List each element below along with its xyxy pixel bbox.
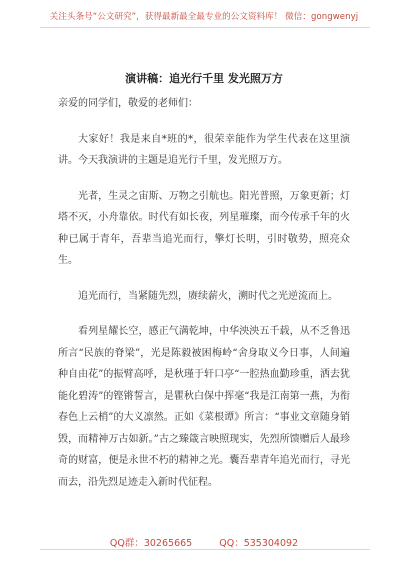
header-divider	[40, 27, 370, 28]
document-body	[58, 93, 350, 507]
paragraph-1: 大家好！我是来自*班的*，很荣幸能作为学生代表在这里演讲。今天我演讲的主题是追光行千里，发光照万方。	[58, 133, 350, 166]
salutation: 亲爱的同学们，敬爱的老师们：	[58, 98, 198, 109]
footer-qq: QQ：535304092	[219, 538, 299, 549]
footer-divider	[40, 549, 370, 550]
paragraph-2: 光者，生灵之宙斯、万物之引航也。阳光普照，万象更新；灯塔不灭，小舟靠依。时代有如长夜，列星璀璨，而今传承千年的火种已属于青年，吾辈当追光而行，擎灯长明，引时敬势，照亮众生。	[58, 190, 350, 266]
footer-contact	[0, 535, 408, 549]
paragraph-3: 追光而行，当紧随先烈，赓续薪火，溯时代之光逆流而上。	[78, 290, 338, 302]
paragraph-4: 看列星耀长空，感正气满乾坤，中华泱泱五千载，从不乏鲁迅所言“民族的脊梁”，光是陈毅被困梅岭“舍身取义今日事，人间遍种自由花”的振臂高呼，是秋瑾于轩口亭“一腔热血勤珍重，洒去犹能化碧涛”的铿锵誓言，是瞿秋白保中挥毫“我是江南第一燕，为衔春色上云梢”的大义凛然。正如《菜根谭》所言：“事业文章随身销毁，而精神万古如新。”古之臻箴言映照现实，先烈所馈赠后人最珍奇的财富，便是永世不朽的精神之光。囊吾辈青年追光而行，寻光而去，沿先烈足迹走入新时代征程。	[58, 326, 350, 488]
document-title: 演讲稿：追光行千里 发光照万方	[125, 72, 283, 85]
footer-qq-group: QQ群：30265665	[109, 538, 193, 549]
header-notice: 关注头条号“公文研究”，获得最新最全最专业的公文资料库！ 微信：gongwenyj	[49, 12, 359, 22]
